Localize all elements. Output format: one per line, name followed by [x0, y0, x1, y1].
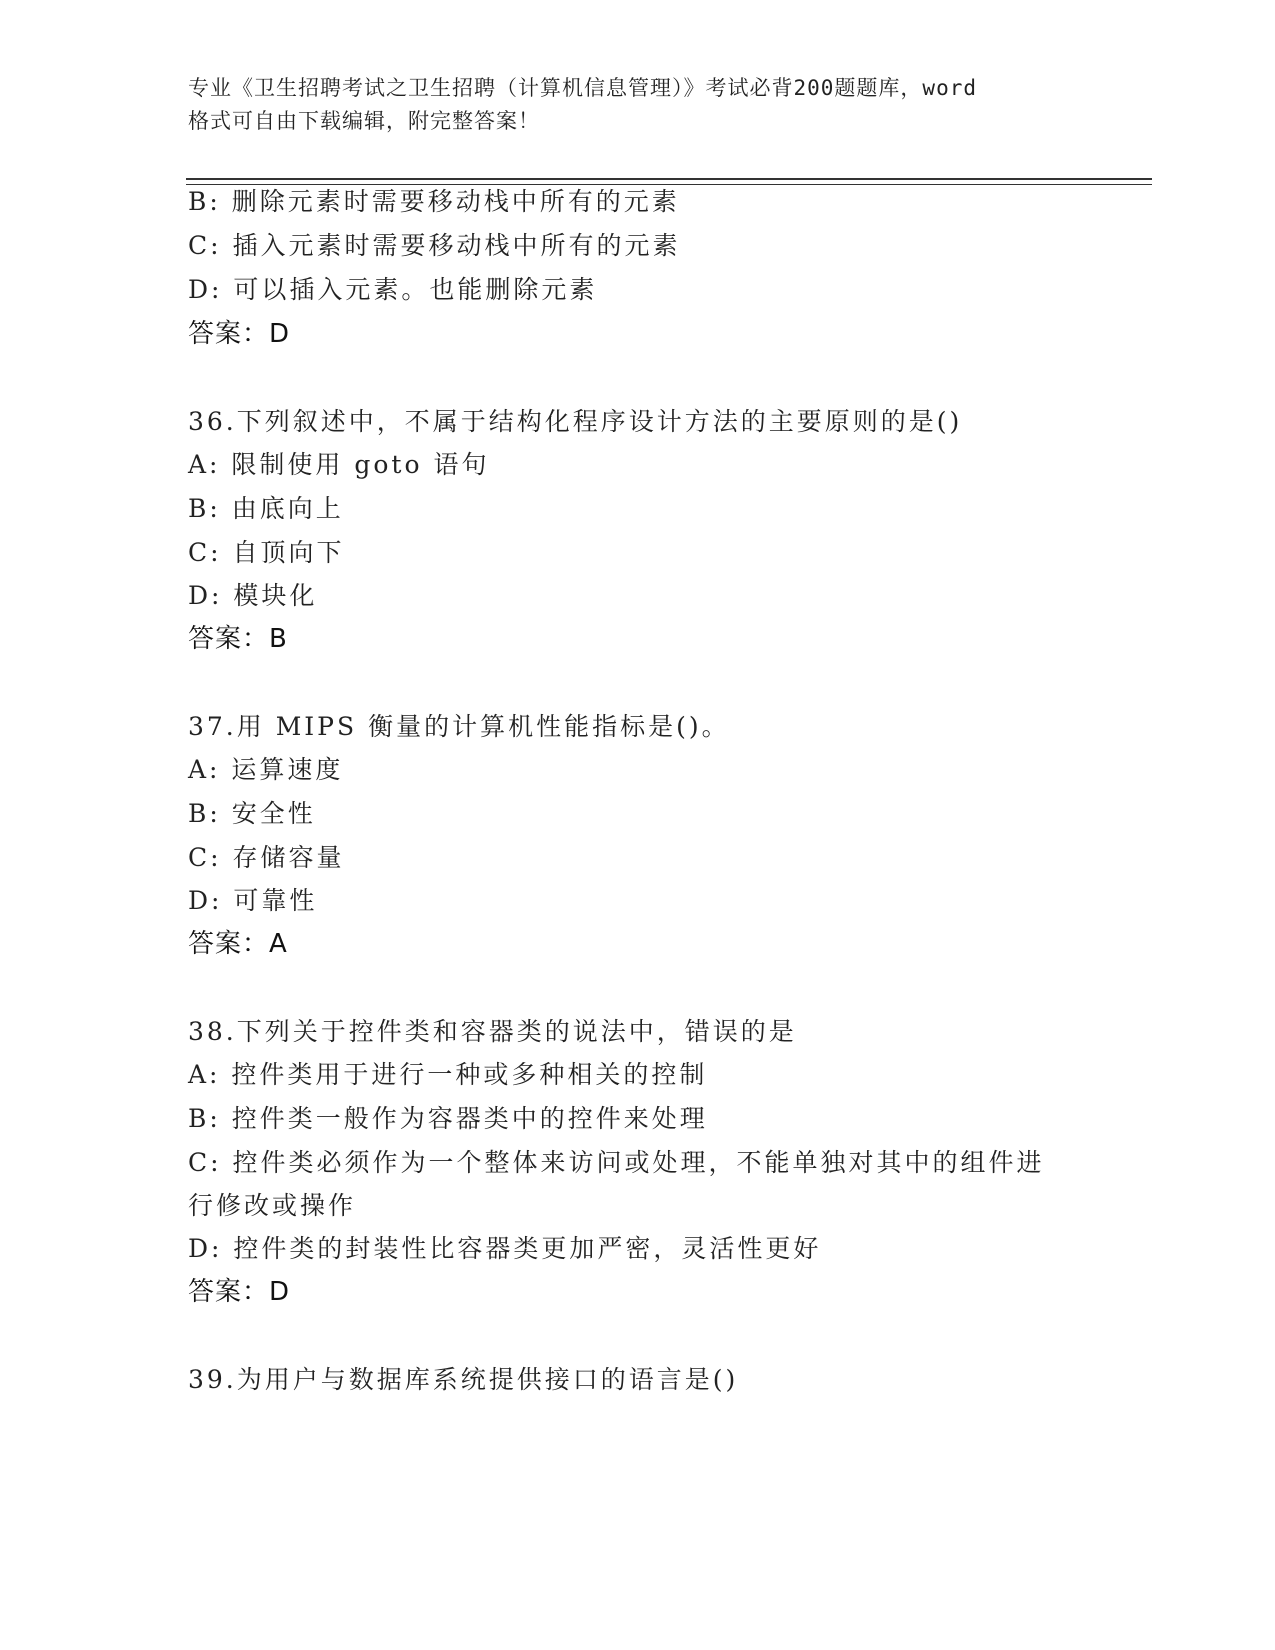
- q38-question: 38.下列关于控件类和容器类的说法中，错误的是: [188, 1017, 797, 1046]
- q36-answer: 答案：B: [188, 624, 288, 654]
- q38-option-a: A: 控件类用于进行一种或多种相关的控制: [188, 1060, 708, 1089]
- q35-answer: 答案：D: [188, 319, 291, 349]
- q38-option-c: C: 控件类必须作为一个整体来访问或处理，不能单独对其中的组件进: [188, 1148, 1045, 1177]
- q38-option-d: D: 控件类的封装性比容器类更加严密，灵活性更好: [188, 1234, 822, 1263]
- q36-option-c: C: 自顶向下: [188, 538, 345, 567]
- q35-option-d: D: 可以插入元素。也能删除元素: [188, 275, 598, 304]
- q36-question: 36.下列叙述中，不属于结构化程序设计方法的主要原则的是(): [188, 407, 963, 436]
- q36-option-b: B: 由底向上: [188, 494, 344, 523]
- q38-option-b: B: 控件类一般作为容器类中的控件来处理: [188, 1104, 708, 1133]
- q36-option-a: A: 限制使用 goto 语句: [188, 450, 490, 479]
- q35-option-b: B: 删除元素时需要移动栈中所有的元素: [188, 187, 680, 216]
- document-header: [188, 72, 1088, 138]
- q37-option-d: D: 可靠性: [188, 886, 318, 915]
- q38-option-c-continued: 行修改或操作: [188, 1191, 357, 1220]
- q37-question: 37.用 MIPS 衡量的计算机性能指标是()。: [188, 712, 730, 741]
- q36-option-d: D: 模块化: [188, 581, 318, 610]
- header-line-2: 格式可自由下载编辑，附完整答案！: [188, 109, 540, 133]
- header-rule-thick: [186, 178, 1152, 180]
- q38-answer: 答案：D: [188, 1277, 291, 1307]
- q35-option-c: C: 插入元素时需要移动栈中所有的元素: [188, 231, 681, 260]
- q37-option-a: A: 运算速度: [188, 755, 344, 784]
- q39-question: 39.为用户与数据库系统提供接口的语言是(): [188, 1365, 739, 1394]
- header-rule-thin: [186, 184, 1152, 185]
- q37-option-c: C: 存储容量: [188, 843, 345, 872]
- header-line-1: 专业《卫生招聘考试之卫生招聘（计算机信息管理）》考试必背200题题库，word: [188, 76, 977, 100]
- q37-option-b: B: 安全性: [188, 799, 316, 828]
- q37-answer: 答案：A: [188, 929, 288, 959]
